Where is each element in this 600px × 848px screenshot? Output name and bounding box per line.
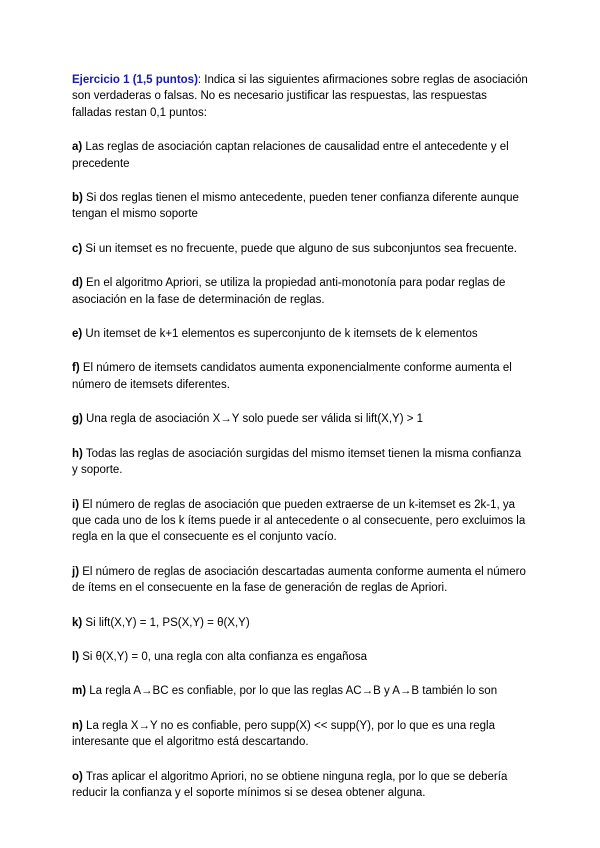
statement-text: El número de reglas de asociación que pueden extraerse de un k-itemset es 2k-1, ya que cada uno de los k ítems puede ir al antecedente o al consecuente, pero excluimos la regla en la que el consecuente es el conjunto vacío. <box>72 498 526 544</box>
statement-j <box>72 564 528 597</box>
statement-f <box>72 360 528 393</box>
statement-i <box>72 497 528 546</box>
statement-text: Si dos reglas tienen el mismo antecedente, pueden tener confianza diferente aunque tengan el mismo soporte <box>72 192 519 221</box>
statement-label: b) <box>72 192 83 205</box>
statement-b <box>72 190 528 223</box>
statement-text: El número de itemsets candidatos aumenta exponencialmente conforme aumenta el número de itemsets diferentes. <box>72 362 512 391</box>
statement-d <box>72 275 528 308</box>
statement-c <box>72 241 528 257</box>
statement-a <box>72 139 528 172</box>
statement-h <box>72 446 528 479</box>
statement-k <box>72 615 528 631</box>
exercise-title: Ejercicio 1 (1,5 puntos) <box>72 74 198 86</box>
statement-label: f) <box>72 362 80 375</box>
statement-text: Si lift(X,Y) = 1, PS(X,Y) = θ(X,Y) <box>82 616 250 629</box>
statement-label: j) <box>72 565 80 578</box>
statement-text: Un itemset de k+1 elementos es superconjunto de k itemsets de k elementos <box>82 328 478 341</box>
statement-label: m) <box>72 685 87 698</box>
statement-text: Una regla de asociación X→Y solo puede ser válida si lift(X,Y) > 1 <box>82 413 424 426</box>
statement-label: n) <box>72 719 83 732</box>
statement-label: c) <box>72 242 83 255</box>
statement-label: k) <box>72 616 83 629</box>
statement-text: Si un itemset es no frecuente, puede que alguno de sus subconjuntos sea frecuente. <box>82 242 517 255</box>
statement-label: i) <box>72 498 80 511</box>
statement-label: a) <box>72 141 83 154</box>
statement-label: e) <box>72 328 83 341</box>
statement-e <box>72 326 528 342</box>
statement-text: La regla A→BC es confiable, por lo que las reglas AC→B y A→B también lo son <box>86 685 498 698</box>
statement-label: o) <box>72 770 83 783</box>
statement-text: Todas las reglas de asociación surgidas del mismo itemset tienen la misma confianza y soporte. <box>72 447 522 477</box>
statement-label: g) <box>72 413 83 426</box>
statement-text: La regla X→Y no es confiable, pero supp(X) << supp(Y), por lo que es una regla interesante que el algoritmo está descartando. <box>72 719 495 749</box>
exercise-instructions: : Indica si las siguientes afirmaciones sobre reglas de asociación son verdaderas o falsas. No es necesario justificar las respuestas, las respuestas falladas restan 0,1 puntos: <box>72 74 528 119</box>
statement-label: l) <box>72 650 80 663</box>
statement-o <box>72 769 528 802</box>
statement-l <box>72 649 528 665</box>
statement-text: El número de reglas de asociación descartadas aumenta conforme aumenta el número de ítems en el consecuente en la fase de generación de reglas de Apriori. <box>72 565 526 595</box>
document-page <box>72 72 528 819</box>
statement-label: d) <box>72 277 83 290</box>
statement-label: h) <box>72 447 83 460</box>
statement-text: Tras aplicar el algoritmo Apriori, no se obtiene ninguna regla, por lo que se debería reducir la confianza y el soporte mínimos si se desea obtener alguna. <box>72 770 508 799</box>
statement-m <box>72 683 528 699</box>
statement-n <box>72 718 528 751</box>
statement-text: Si θ(X,Y) = 0, una regla con alta confianza es engañosa <box>79 650 368 663</box>
exercise-intro <box>72 72 528 121</box>
statement-text: Las reglas de asociación captan relaciones de causalidad entre el antecedente y el precedente <box>72 141 509 170</box>
statement-text: En el algoritmo Apriori, se utiliza la propiedad anti-monotonía para podar reglas de asociación en la fase de determinación de reglas. <box>72 277 506 306</box>
statement-g <box>72 411 528 427</box>
